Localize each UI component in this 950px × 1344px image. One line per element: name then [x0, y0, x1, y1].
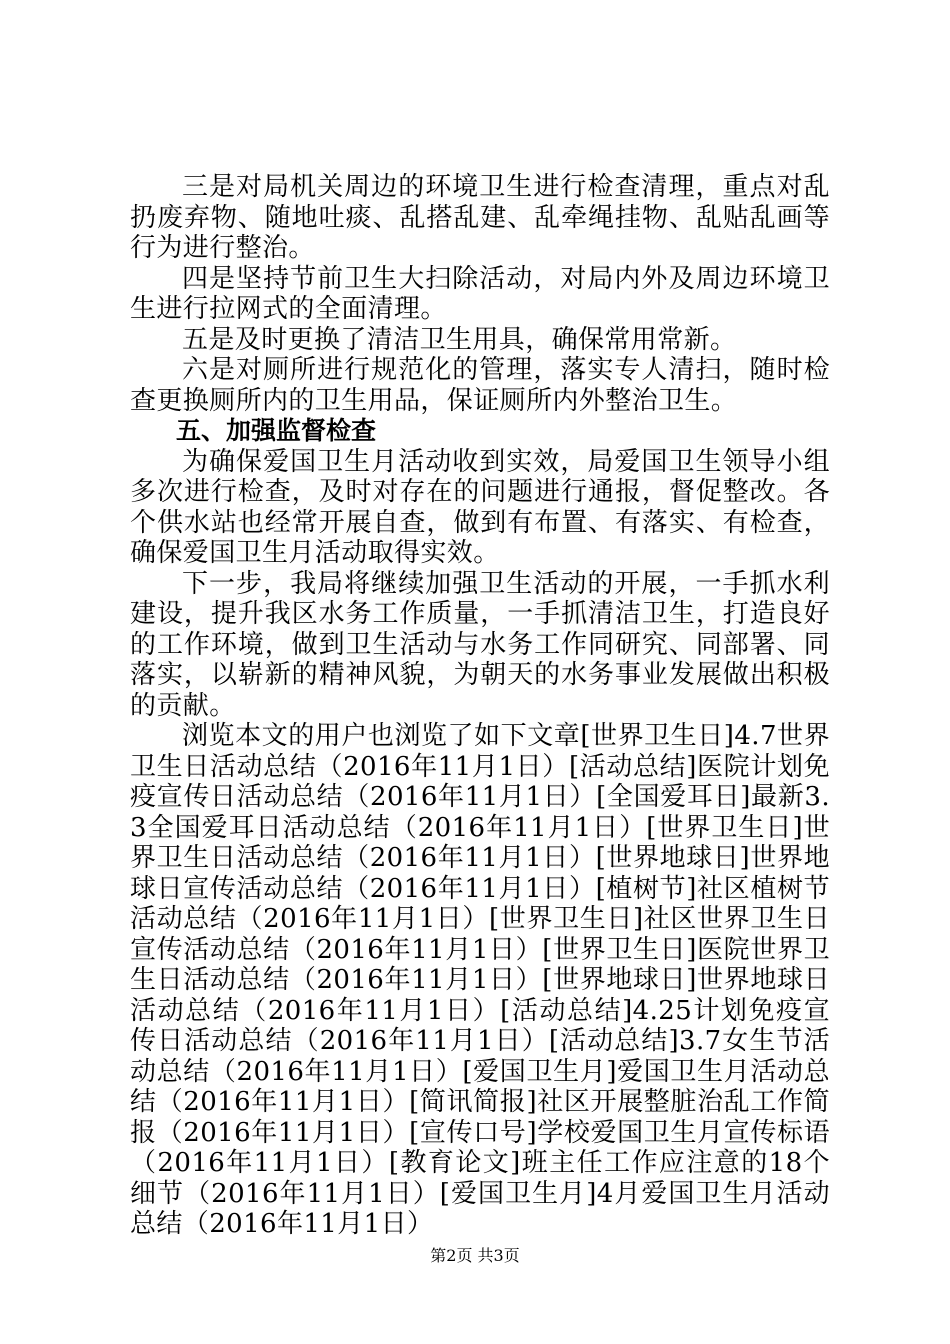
- document-body: [130, 172, 830, 1240]
- paragraph-next-step: 下一步，我局将继续加强卫生活动的开展，一手抓水利建设，提升我区水务工作质量，一手抓清洁卫生，打造良好的工作环境，做到卫生活动与水务工作同研究、同部署、同落实，以崭新的精神风貌，为朝天的水务事业发展做出积极的贡献。: [130, 568, 830, 721]
- section-heading: 五、加强监督检查: [176, 416, 377, 445]
- paragraph-related-articles: 浏览本文的用户也浏览了如下文章[世界卫生日]4.7世界卫生日活动总结（2016年11月1日）[活动总结]医院计划免疫宣传日活动总结（2016年11月1日）[全国爱耳日]最新3.3全国爱耳日活动总结（2016年11月1日）[世界卫生日]世界卫生日活动总结（2016年11月1日）[世界地球日]世界地球日宣传活动总结（2016年11月1日）[植树节]社区植树节活动总结（2016年11月1日）[世界卫生日]社区世界卫生日宣传活动总结（2016年11月1日）[世界卫生日]医院世界卫生日活动总结（2016年11月1日）[世界地球日]世界地球日活动总结（2016年11月1日）[活动总结]4.25计划免疫宣传日活动总结（2016年11月1日）[活动总结]3.7女生节活动总结（2016年11月1日）[爱国卫生月]爱国卫生月活动总结（2016年11月1日）[简讯简报]社区开展整脏治乱工作简报（2016年11月1日）[宣传口号]学校爱国卫生月宣传标语（2016年11月1日）[教育论文]班主任工作应注意的18个细节（2016年11月1日）[爱国卫生月]4月爱国卫生月活动总结（2016年11月1日）: [130, 721, 830, 1239]
- page-footer: 第2页 共3页: [430, 1246, 520, 1265]
- paragraph-three: 三是对局机关周边的环境卫生进行检查清理，重点对乱扔废弃物、随地吐痰、乱搭乱建、乱牵绳挂物、乱贴乱画等行为进行整治。: [130, 172, 830, 263]
- paragraph-five: 五是及时更换了清洁卫生用具，确保常用常新。: [182, 324, 737, 355]
- paragraph-six: 六是对厕所进行规范化的管理，落实专人清扫，随时检查更换厕所内的卫生用品，保证厕所内外整治卫生。: [130, 355, 830, 416]
- paragraph-four: 四是坚持节前卫生大扫除活动，对局内外及周边环境卫生进行拉网式的全面清理。: [130, 263, 830, 324]
- paragraph-supervision: 为确保爱国卫生月活动收到实效，局爱国卫生领导小组多次进行检查，及时对存在的问题进行通报，督促整改。各个供水站也经常开展自查，做到有布置、有落实、有检查，确保爱国卫生月活动取得实效。: [130, 446, 830, 568]
